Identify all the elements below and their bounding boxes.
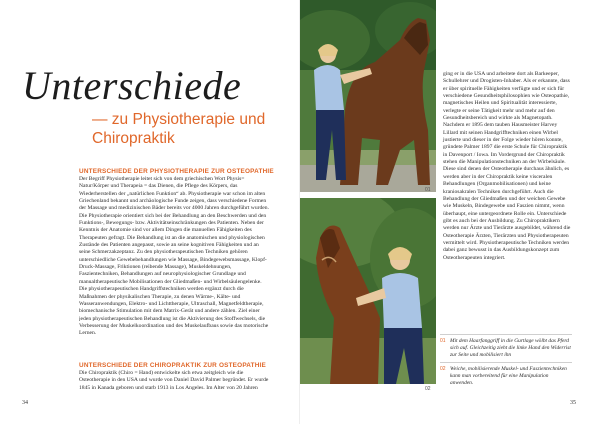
caption-1-text: Mit dem Haarfanggriff in die Gurtlage wölbt das Pferd sich auf. Gleichzeitig zieht die linke Hand den Widerrist zur Seite und mobilisiert ihn — [450, 338, 571, 358]
section-text-chiropractic: Die Chiropraktik (Chiro = Hand) entwickelte sich etwa zeitgleich wie die Osteotherapie in den USA und wurde von Daniel David Palmer begründet. Er wurde 1845 in Kanada geboren und starb 1913 in Los Angeles. Im Alter von 20 Jahren — [79, 370, 269, 391]
photo-horse-mobilisation — [300, 0, 436, 192]
section-heading-chiropractic: UNTERSCHIEDE DER CHIROPRAKTIK ZUR OSTEOPATHIE — [79, 362, 266, 369]
caption-2 — [440, 366, 572, 387]
photo-number-2: 02 — [425, 386, 431, 392]
photo-horse-muscle-technique — [300, 198, 436, 384]
caption-1 — [440, 338, 572, 359]
page-number-left: 34 — [22, 400, 28, 406]
right-column-text: ging er in die USA und arbeitete dort als Barkeeper, Schullehrer und Drogisten-Inhaber. Als er erkannte, dass er über spirituelle Fähigkeiten verfügte und er sich für verschiedene Gesundheitsphilosophien wie Osteopathie, magnetisches Heilen und Spiritualität interessierte, verlegte er seine Tätigkeit mehr und mehr auf den Gesundheitsbereich und wirkte als Magnetopath. Nachdem er 1895 dem tauben Hausmeister Harvey Lillard mit seinen Handgrifftechniken einen Wirbel justierte und dieser in der Folge wieder hören konnte, gründete Palmer 1897 die erste Schule für Chiropraktik in Davenport / Iowa. Im Vordergrund der Chiropraktik stehen die Manipulationstechniken an der Wirbelsäule. Diese sind denen der Osteotherapie durchaus ähnlich, es werden aber in der Chiropraktik keine visceralen Behandlungen (Organmobilisationen) und keine kraniosakralen Techniken durchgeführt. Auch die Behandlung der Gliedmaßen und der weichen Gewebe wie Muskeln, Bindegewebe und Faszien nimmt, wenn überhaupt, eine untergeordnete Rolle ein. Unterschiede gibt es auch bei der Ausbildung. Zu Chiropraktikern werden nur Ärzte und Tierärzte ausgebildet, während die Osteotherapie Ärzten, Tierärzten und Physiotherapeuten vermittelt wird. Physiotherapeutische Techniken werden dabei ganz bewusst in das Ausbildungskonzept zum Osteotherapeuten integriert. — [443, 71, 571, 261]
caption-2-number: 02 — [440, 366, 446, 372]
section-text-physiotherapy: Der Begriff Physiotherapie leitet sich von dem griechischen Wort Physis= Natur/Körper und Therapeia = das Dienen, die Pflege des Körpers, das Wiederherstellen der „natürlichen Funktion“ ab. Physiotherapie war schon im alten Griechenland bekannt und archäologische Funde zeigen, dass verschiedene Formen der Massage und medizinischen Bäder bereits vor 4000 Jahren durchgeführt wurden. Die Physiotherapie orientiert sich bei der Behandlung an den Beschwerden und den Funktions-, Bewegungs- bzw. Aktivitätseinschränkungen des Patienten. Neben der Kenntnis der Anatomie sind vor allem Dingen die manuellen Fähigkeiten des Therapeuten gefragt. Die Behandlung ist an die anatomischen und physiologischen Zustände des Patienten angepasst, sowie an seine kognitiven Fähigkeiten und an seine Schmerzakzeptanz. Zu den physiotherapeutischen Techniken gehören unterschiedliche Gewebebehandlungen wie Massage, Bindegewebsmassage, Klopf-Druck-Massage, Friktionen (reibende Massage), Muskeldehnungen, Faszientechniken, Behandlungen auf neurophysiologischer Grundlage und manualtherapeutische Mobilisationen der Gliedmaßen- und Wirbelsäulengelenke. Die physiotherapeutischen Handgriffstechniken werden ergänzt durch die Maßnahmen der physikalischen Therapie, zu denen Wärme-, Kälte- und Wasseranwendungen, Elektro- und Lichttherapie, Ultraschall, Magnetfeldtherapie, biomechanische Stimulation mit dem Matrix-Gerät und andere zählen. Ziel einer jeden physiotherapeutischen Behandlung ist die Aktivierung des Stoffwechsels, die Verbesserung der Muskelkoordination und des Muskelaufbaus sowie das motorische Lernen. — [79, 176, 269, 337]
section-heading-physiotherapy: UNTERSCHIEDE DER PHYSIOTHERAPIE ZUR OSTEOPATHIE — [79, 168, 274, 175]
caption-2-text: Weiche, mobilisierende Muskel- und Faszientechniken kann man vorbereitend für eine Manipulation anwenden. — [450, 366, 567, 386]
caption-divider-1 — [440, 334, 572, 335]
photo-number-1: 01 — [425, 187, 431, 193]
caption-divider-2 — [440, 362, 572, 363]
page-title: Unterschiede — [22, 63, 242, 108]
caption-1-number: 01 — [440, 338, 446, 344]
page-number-right: 35 — [570, 400, 576, 406]
page-subtitle: — zu Physiotherapie und Chiropraktik — [92, 111, 266, 147]
